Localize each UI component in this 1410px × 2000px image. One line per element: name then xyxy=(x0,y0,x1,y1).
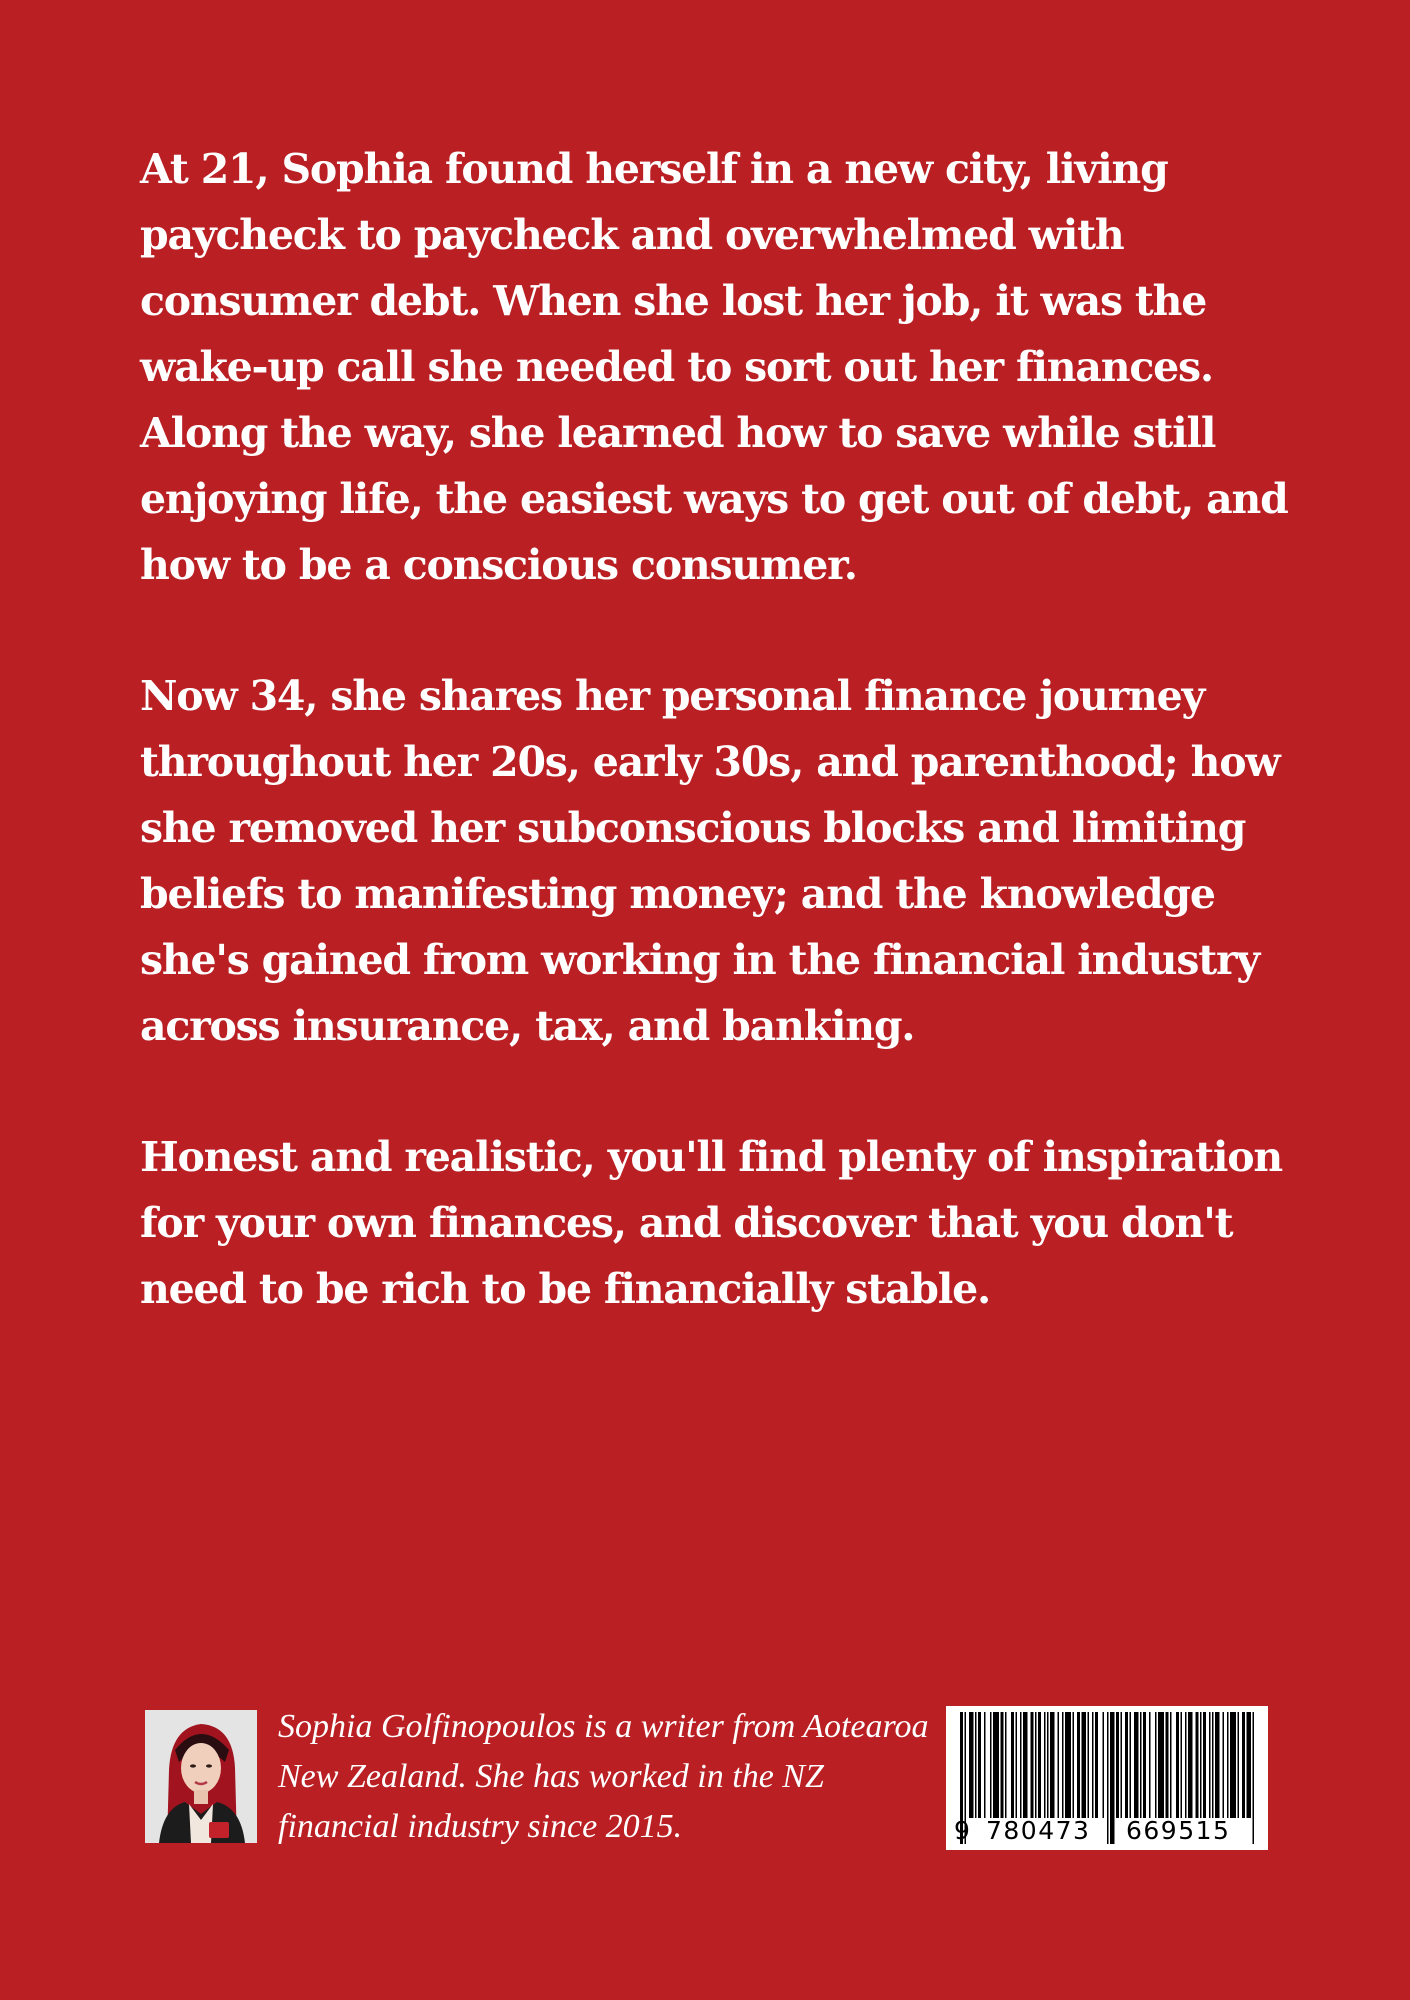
barcode-bar xyxy=(1170,1712,1172,1818)
barcode-bar xyxy=(1247,1712,1252,1818)
barcode-bar xyxy=(990,1712,992,1818)
barcode-bar xyxy=(1203,1712,1206,1818)
barcode-bar xyxy=(984,1712,986,1818)
barcode-right-digits: 669515 xyxy=(1126,1816,1231,1845)
barcode-bar xyxy=(1011,1712,1014,1818)
isbn-barcode xyxy=(946,1706,1268,1850)
author-photo xyxy=(145,1710,257,1843)
barcode-bar xyxy=(1196,1712,1199,1818)
barcode-bar xyxy=(1005,1712,1007,1818)
barcode-bar xyxy=(1020,1712,1022,1818)
barcode-lead-digit: 9 xyxy=(954,1816,970,1845)
barcode-bar xyxy=(1181,1712,1183,1818)
barcode-bar xyxy=(1016,1712,1018,1818)
author-portrait-image xyxy=(145,1710,257,1843)
barcode-bar xyxy=(1088,1712,1090,1818)
barcode-bar xyxy=(1143,1712,1146,1818)
barcode-bar xyxy=(1155,1712,1157,1818)
barcode-bar xyxy=(1176,1712,1179,1818)
barcode-bar xyxy=(1227,1712,1229,1818)
barcode-bar xyxy=(1125,1712,1128,1818)
barcode-bar xyxy=(1047,1712,1049,1818)
barcode-bar xyxy=(1130,1712,1132,1818)
barcode-left-digits: 780473 xyxy=(986,1816,1091,1845)
barcode-bar xyxy=(1001,1712,1004,1818)
blurb-paragraph-2: Now 34, she shares her personal finance journey throughout her 20s, early 30s, and parenthood; how she removed her subconscious blocks and limiting beliefs to manifesting money; and the knowledge she's gained from working in the financial industry across insurance, tax, and banking. xyxy=(140,672,1280,1050)
barcode-bar xyxy=(1215,1712,1220,1818)
blurb-paragraph-1: At 21, Sophia found herself in a new city, living paycheck to paycheck and overwhelmed with consumer debt. When she lost her job, it was the wake-up call she needed to sort out her finances. Along the way, she learned how to save while still enjoying life, the easiest ways to get out of debt, and how to be a conscious consumer. xyxy=(140,145,1288,589)
barcode-bar xyxy=(1062,1712,1064,1818)
barcode-bar xyxy=(1185,1712,1187,1818)
barcode-bar xyxy=(1121,1712,1123,1818)
barcode-bar xyxy=(1158,1712,1164,1818)
blurb xyxy=(140,136,1290,1387)
author-bio: Sophia Golfinopoulos is a writer from Aotearoa New Zealand. She has worked in the NZ financial industry since 2015. xyxy=(278,1708,929,1845)
barcode-bar xyxy=(1058,1712,1060,1818)
barcode-bar xyxy=(1134,1712,1139,1818)
barcode-bar xyxy=(1044,1712,1046,1818)
barcode-bar xyxy=(1209,1712,1211,1818)
barcode-bar xyxy=(1092,1712,1094,1818)
barcode-bar xyxy=(1200,1712,1202,1818)
barcode-bar xyxy=(975,1712,977,1818)
blurb-paragraph-3: Honest and realistic, you'll find plenty of inspiration for your own finances, and discover that you don't need to be rich to be financially stable. xyxy=(140,1133,1282,1313)
barcode-bar xyxy=(1238,1712,1240,1818)
barcode-bar xyxy=(1188,1712,1193,1818)
barcode-bar xyxy=(1082,1712,1087,1818)
barcode-bar xyxy=(1073,1712,1075,1818)
barcode-bar xyxy=(1031,1712,1034,1818)
barcode-bar xyxy=(969,1712,974,1818)
barcode-bar xyxy=(1149,1712,1151,1818)
barcode-bar xyxy=(1050,1712,1055,1818)
barcode-number xyxy=(946,1816,1268,1846)
barcode-bar xyxy=(1140,1712,1142,1818)
barcode-bar xyxy=(978,1712,981,1818)
barcode-bar xyxy=(1023,1712,1028,1818)
barcode-bar xyxy=(1095,1712,1098,1818)
barcode-bar xyxy=(1077,1712,1080,1818)
barcode-bar xyxy=(1065,1712,1071,1818)
barcode-bar xyxy=(1038,1712,1041,1818)
barcode-bar xyxy=(993,1712,999,1818)
barcode-bar xyxy=(1212,1712,1214,1818)
barcode-bar xyxy=(1242,1712,1245,1818)
barcode-bar xyxy=(1116,1712,1119,1818)
barcode-bar xyxy=(1166,1712,1169,1818)
barcode-bar xyxy=(1230,1712,1236,1818)
barcode-bar xyxy=(1223,1712,1225,1818)
barcode-bar xyxy=(1035,1712,1037,1818)
barcode-bar xyxy=(1103,1712,1105,1818)
